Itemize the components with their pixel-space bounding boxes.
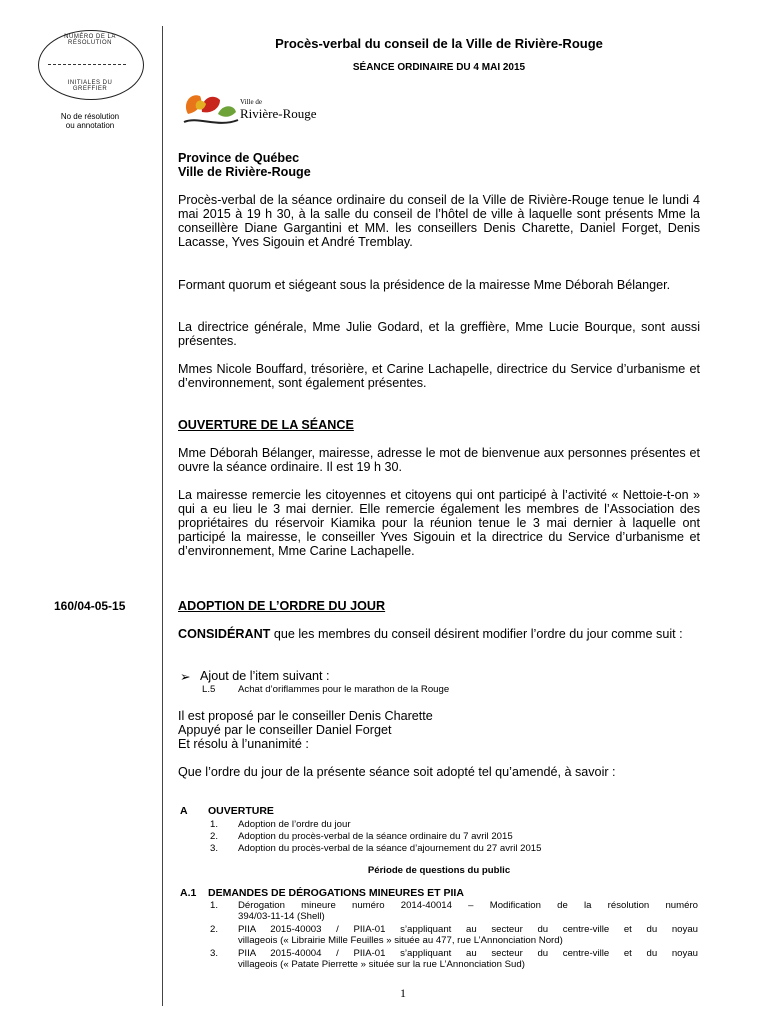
stamp-caption-line2: ou annotation — [65, 121, 115, 130]
agenda-a-item-text: Adoption du procès-verbal de la séance d’ajournement du 27 avril 2015 — [238, 843, 542, 854]
added-item-text: Achat d’oriflammes pour le marathon de la Rouge — [238, 684, 450, 695]
intro-paragraph-1: Procès-verbal de la séance ordinaire du conseil de la Ville de Rivière-Rouge tenue le lundi 4 mai 2015 à 19 h 30, à la salle du conseil de l’hôtel de ville à laquelle sont présents Mme la conseillère Diane Gargantini et MM. les conseillers Denis Charette, Daniel Forget, Denis Lacasse, Yves Sigouin et André Tremblay. — [178, 193, 700, 249]
que-paragraph: Que l’ordre du jour de la présente séance soit adopté tel qu’amendé, à savoir : — [178, 765, 616, 779]
agenda-a-item-number: 3. — [210, 843, 219, 854]
agenda-section-a1-code: A.1 — [180, 887, 197, 899]
periode-questions: Période de questions du public — [367, 865, 511, 876]
agenda-a1-item-text-line2: villageois (« Librairie Mille Feuilles » située au 477, rue L’Annonciation Nord) — [238, 935, 563, 946]
ouverture-paragraph-1: Mme Déborah Bélanger, mairesse, adresse le mot de bienvenue aux personnes présentes et ouvre la séance ordinaire. Il est 19 h 30. — [178, 446, 700, 474]
bullet-text: Ajout de l’item suivant : — [200, 669, 330, 683]
agenda-section-a-code: A — [180, 805, 188, 817]
section-heading-ouverture: OUVERTURE DE LA SÉANCE — [178, 418, 354, 432]
ville-line: Ville de Rivière-Rouge — [178, 165, 311, 179]
bullet-arrow-icon: ➢ — [180, 670, 191, 684]
agenda-a1-item-text-line1: Dérogation mineure numéro 2014-40014 – Modification de la résolution numéro — [238, 900, 698, 911]
agenda-a-item-number: 1. — [210, 819, 219, 830]
stamp-caption — [40, 112, 140, 130]
page-title: Procès-verbal du conseil de la Ville de Rivière-Rouge — [275, 36, 603, 51]
agenda-a1-item-text-line2: villageois (« Patate Pierrette » située sur la rue L’Annonciation Sud) — [238, 959, 525, 970]
appuye-line: Appuyé par le conseiller Daniel Forget — [178, 723, 392, 737]
logo-small-text: Ville de — [240, 98, 262, 106]
province-line: Province de Québec — [178, 151, 300, 165]
ouverture-paragraph-2: La mairesse remercie les citoyennes et citoyens qui ont participé à l’activité « Nettoie-t-on » qui a eu lieu le 3 mai dernier. Elle remercie également les membres de l’Association des propriétaires du réservoir Kiamika pour la réunion tenue le 3 mai dernier à laquelle ont participé la mairesse, le conseiller Yves Sigouin et la directrice du Service d’urbanisme et d’environnement, Mme Carine Lachapelle. — [178, 488, 700, 558]
propose-line: Il est proposé par le conseiller Denis Charette — [178, 709, 433, 723]
section-heading-ordre-du-jour: ADOPTION DE L’ORDRE DU JOUR — [178, 599, 386, 613]
agenda-section-a-title: OUVERTURE — [208, 805, 274, 817]
agenda-a1-item-number: 1. — [210, 900, 219, 911]
considerant-text: que les membres du conseil désirent modifier l’ordre du jour comme suit : — [270, 627, 683, 641]
stamp-caption-line1: No de résolution — [60, 112, 120, 121]
page-subtitle: SÉANCE ORDINAIRE DU 4 MAI 2015 — [352, 62, 526, 73]
logo-leaf-green — [218, 106, 236, 117]
logo-name: Rivière-Rouge — [240, 106, 317, 121]
agenda-a1-item-text-line1: PIIA 2015-40003 / PIIA-01 s’appliquant au secteur du centre-ville et du noyau — [238, 924, 698, 935]
resolu-line: Et résolu à l’unanimité : — [178, 737, 309, 751]
agenda-a-item-text: Adoption du procès-verbal de la séance ordinaire du 7 avril 2015 — [238, 831, 513, 842]
considerant-paragraph — [178, 627, 700, 641]
logo-swoosh — [184, 120, 238, 123]
considerant-label: CONSIDÉRANT — [178, 627, 271, 641]
page-number: 1 — [400, 986, 406, 1000]
agenda-a-item-text: Adoption de l’ordre du jour — [238, 819, 351, 830]
intro-paragraph-2: Formant quorum et siégeant sous la présidence de la mairesse Mme Déborah Bélanger. — [178, 278, 671, 292]
intro-paragraph-3: La directrice générale, Mme Julie Godard, et la greffière, Mme Lucie Bourque, sont aussi présentes. — [178, 320, 700, 348]
agenda-a1-item-text-line2: 394/03-11-14 (Shell) — [238, 911, 325, 922]
resolution-number: 160/04-05-15 — [54, 599, 126, 613]
stamp-top-text: NUMÉRO DE LA RÉSOLUTION — [64, 34, 116, 46]
intro-paragraph-4: Mmes Nicole Bouffard, trésorière, et Carine Lachapelle, directrice du Service d’urbanisme et d’environnement, sont également présentes. — [178, 362, 700, 390]
stamp-divider — [48, 64, 126, 65]
agenda-a-item-number: 2. — [210, 831, 219, 842]
agenda-a1-item-text-line1: PIIA 2015-40004 / PIIA-01 s’appliquant au secteur du centre-ville et du noyau — [238, 948, 698, 959]
agenda-section-a1-title: DEMANDES DE DÉROGATIONS MINEURES ET PIIA — [208, 887, 464, 899]
agenda-a1-item-number: 3. — [210, 948, 219, 959]
stamp-bottom-text: INITIALES DU GREFFIER — [67, 80, 113, 92]
margin-rule — [162, 26, 163, 1006]
agenda-a1-item-number: 2. — [210, 924, 219, 935]
added-item-code: L.5 — [202, 684, 216, 695]
